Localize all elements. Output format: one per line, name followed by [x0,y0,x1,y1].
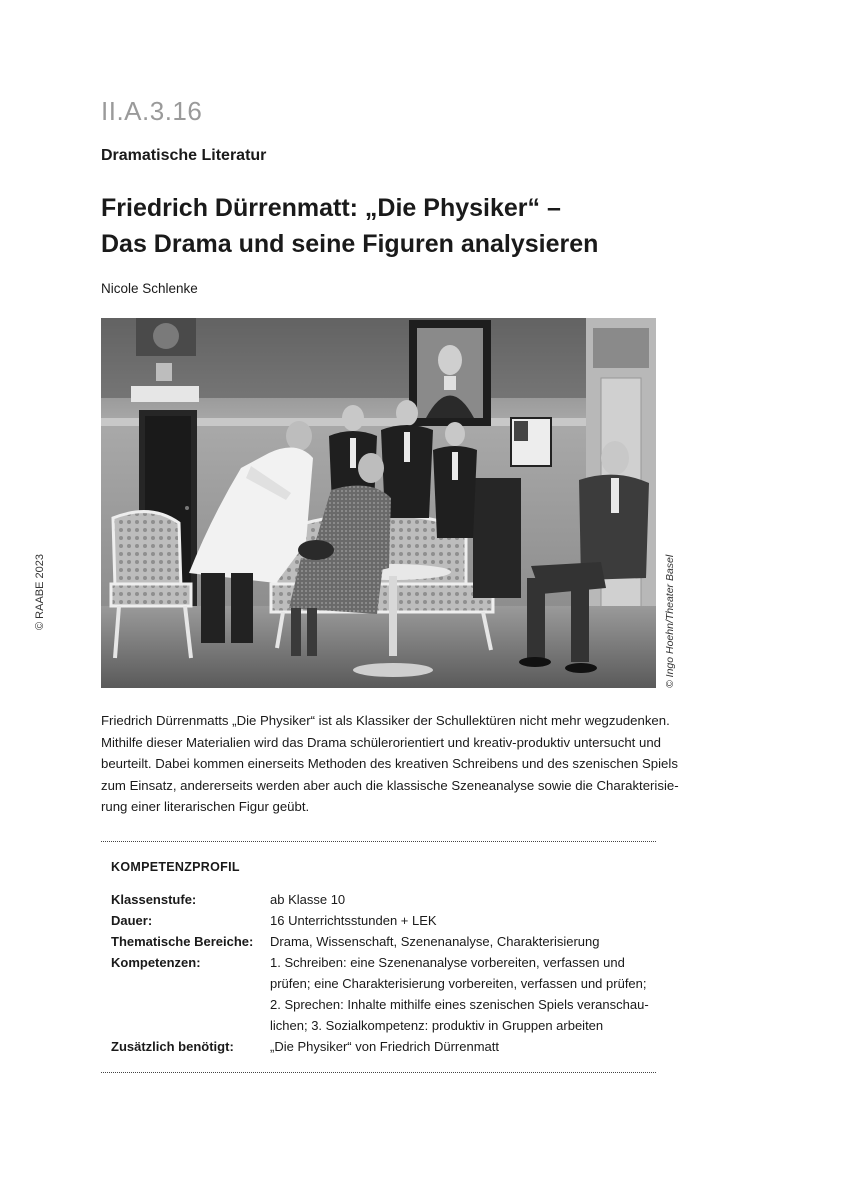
kp-value-line: lichen; 3. Sozialkompetenz: produktiv in Gruppen arbeiten [270,1018,604,1033]
kp-label: Thematische Bereiche: [111,934,254,949]
kp-value-line: 2. Sprechen: Inhalte mithilfe eines szenischen Spiels veranschau- [270,997,649,1012]
kp-value [270,910,656,931]
divider-bottom [101,1072,656,1073]
kp-value-line: „Die Physiker“ von Friedrich Dürrenmatt [270,1039,500,1054]
intro-line: zum Einsatz, andererseits werden aber auch die klassische Szeneanalyse sowie die Charakterisie- [101,777,679,793]
kp-value [270,889,656,910]
title-line: Friedrich Dürrenmatt: „Die Physiker“ – [101,194,561,222]
kp-label: Kompetenzen: [111,955,201,970]
chapter-code: II.A.3.16 [101,96,203,126]
kompetenzprofil-table [111,889,656,1057]
kp-label: Dauer: [111,913,153,928]
intro-line: beurteilt. Dabei kommen einerseits Methoden des kreativen Schreibens und des szenischen Spiels [101,756,678,771]
copyright-notice: © RAABE 2023 [34,554,46,630]
photo-credit: © Ingo Hoehn/Theater Basel [664,554,676,688]
kp-row-thematische-bereiche [111,931,656,952]
kp-value [270,931,656,952]
kompetenzprofil-heading: KOMPETENZPROFIL [111,860,240,874]
kp-row-dauer [111,910,656,931]
intro-line: rung einer literarischen Figur geübt. [101,799,310,814]
category-label: Dramatische Literatur [101,147,267,164]
kp-label: Klassenstufe: [111,892,197,907]
intro-paragraph [101,710,679,818]
stage-photo [101,318,656,688]
kp-value-line: 16 Unterrichtsstunden + LEK [270,913,437,928]
kp-value-line: ab Klasse 10 [270,892,346,907]
kp-value [270,952,656,1036]
author-name: Nicole Schlenke [101,281,198,296]
kp-value-line: 1. Schreiben: eine Szenenanalyse vorbereiten, verfassen und [270,955,625,970]
kp-value-line: prüfen; eine Charakterisierung vorbereiten, verfassen und prüfen; [270,976,647,991]
document-title [101,190,701,262]
title-line: Das Drama und seine Figuren analysieren [101,230,599,258]
kp-row-kompetenzen [111,952,656,1036]
kp-row-klassenstufe [111,889,656,910]
kp-row-zusaetzlich-benoetigt [111,1036,656,1057]
kp-label: Zusätzlich benötigt: [111,1039,234,1054]
kp-value [270,1036,656,1057]
kp-value-line: Drama, Wissenschaft, Szenenanalyse, Charakterisierung [270,934,600,949]
divider-top [101,841,656,842]
intro-line: Friedrich Dürrenmatts „Die Physiker“ ist als Klassiker der Schullektüren nicht mehr wegzudenken. [101,713,670,728]
intro-line: Mithilfe dieser Materialien wird das Drama schülerorientiert und kreativ-produktiv untersucht und [101,734,661,750]
